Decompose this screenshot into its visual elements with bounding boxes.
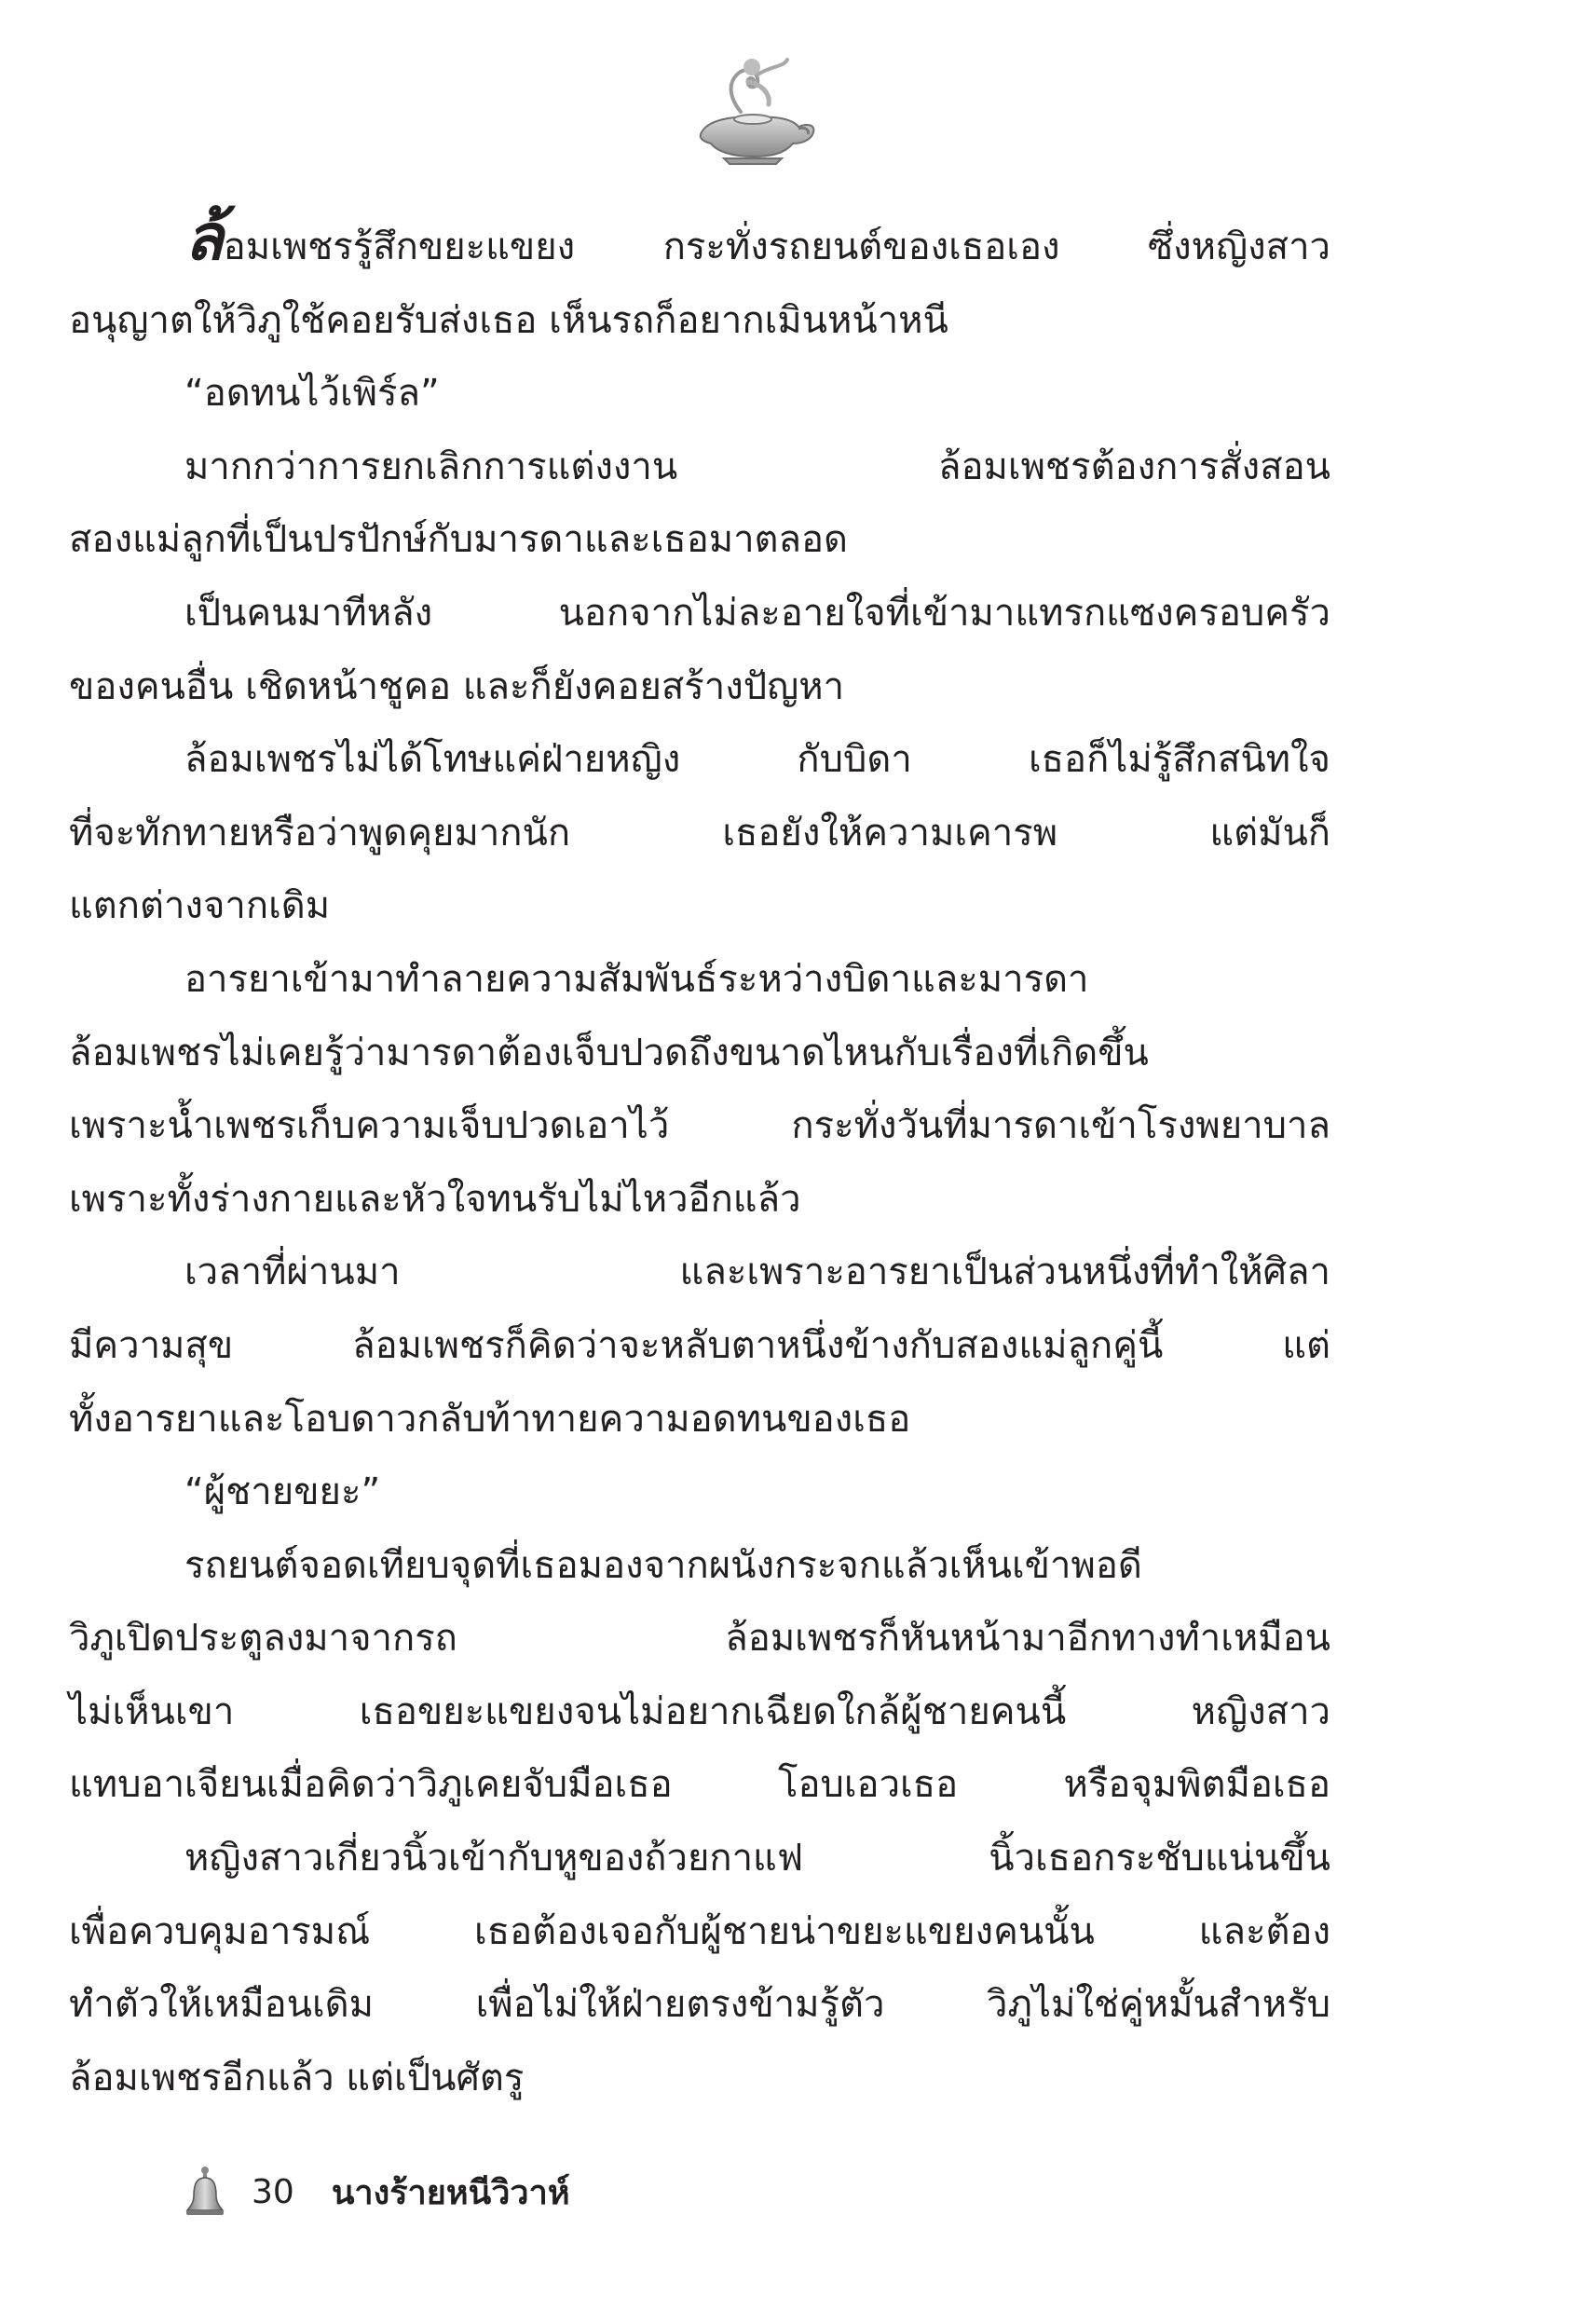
paragraph-line: แทบอาเจียนเมื่อคิดว่าวิภูเคยจับมือเธอ โอบเอวเธอ หรือจุมพิตมือเธอ <box>69 1763 1330 1807</box>
paragraph-line: มากกว่าการยกเลิกการแต่งงาน ล้อมเพชรต้องการสั่งสอน <box>184 444 1330 488</box>
page-number: 30 <box>252 2172 294 2211</box>
book-title: นางร้ายหนีวิวาห์ <box>331 2173 570 2212</box>
paragraph-line: เพื่อควบคุมอารมณ์ เธอต้องเจอกับผู้ชายน่าขยะแขยงคนนั้น และต้อง <box>69 1909 1330 1953</box>
paragraph-line: ที่จะทักทายหรือว่าพูดคุยมากนัก เธอยังให้ความเคารพ แต่มันก็ <box>69 811 1330 855</box>
paragraph-line: วิภูเปิดประตูลงมาจากรถ ล้อมเพชรก็หันหน้ามาอีกทางทำเหมือน <box>69 1617 1330 1661</box>
drop-cap: ล้ <box>184 201 224 275</box>
body-text <box>69 201 1330 2114</box>
paragraph-line: ล้อมเพชรไม่ได้โทษแค่ฝ่ายหญิง กับบิดา เธอก็ไม่รู้สึกสนิทใจ <box>184 738 1330 782</box>
dialogue-line: “ผู้ชายขยะ” <box>184 1470 381 1514</box>
paragraph-line: สองแม่ลูกที่เป็นปรปักษ์กับมารดาและเธอมาตลอด <box>69 518 849 562</box>
paragraph-line: เป็นคนมาทีหลัง นอกจากไม่ละอายใจที่เข้ามาแทรกแซงครอบครัว <box>184 591 1330 635</box>
paragraph-line: ทั้งอารยาและโอบดาวกลับท้าทายความอดทนของเธอ <box>69 1397 911 1441</box>
paragraph-line: ล้อมเพชรอีกแล้ว แต่เป็นศัตรู <box>69 2056 525 2099</box>
paragraph-line: ไม่เห็นเขา เธอขยะแขยงจนไม่อยากเฉียดใกล้ผู้ชายคนนี้ หญิงสาว <box>69 1689 1330 1733</box>
paragraph-line: เพราะน้ำเพชรเก็บความเจ็บปวดเอาไว้ กระทั่งวันที่มารดาเข้าโรงพยาบาล <box>69 1104 1330 1148</box>
paragraph-line: ล้อมเพชรรู้สึกขยะแขยง กระทั่งรถยนต์ของเธอเอง ซึ่งหญิงสาว <box>184 201 1330 275</box>
paragraph-line: ทำตัวให้เหมือนเดิม เพื่อไม่ให้ฝ่ายตรงข้ามรู้ตัว วิภูไม่ใช่คู่หมั้นสำหรับ <box>69 1983 1330 2027</box>
paragraph-line: หญิงสาวเกี่ยวนิ้วเข้ากับหูของถ้วยกาแฟ นิ้วเธอกระชับแน่นขึ้น <box>184 1837 1330 1880</box>
paragraph-line: มีความสุข ล้อมเพชรก็คิดว่าจะหลับตาหนึ่งข้างกับสองแม่ลูกคู่นี้ แต่ <box>69 1323 1330 1367</box>
paragraph-line: รถยนต์จอดเทียบจุดที่เธอมองจากผนังกระจกแล้วเห็นเข้าพอดี <box>184 1543 1142 1587</box>
paragraph-line: ล้อมเพชรไม่เคยรู้ว่ามารดาต้องเจ็บปวดถึงขนาดไหนกับเรื่องที่เกิดขึ้น <box>69 1031 1149 1074</box>
genie-lamp-icon <box>683 47 823 168</box>
paragraph-line: เพราะทั้งร่างกายและหัวใจทนรับไม่ไหวอีกแล้ว <box>69 1177 801 1221</box>
paragraph-line: อนุญาตให้วิภูใช้คอยรับส่งเธอ เห็นรถก็อยากเมินหน้าหนี <box>69 298 948 342</box>
paragraph-line: ของคนอื่น เชิดหน้าชูคอ และก็ยังคอยสร้างปัญหา <box>69 664 845 708</box>
paragraph-line: แตกต่างจากเดิม <box>69 884 331 928</box>
paragraph-line: อารยาเข้ามาทำลายความสัมพันธ์ระหว่างบิดาและมารดา <box>184 957 1089 1001</box>
paragraph-line: เวลาที่ผ่านมา และเพราะอารยาเป็นส่วนหนึ่งที่ทำให้ศิลา <box>184 1251 1330 1294</box>
dialogue-line: “อดทนไว้เพิร์ล” <box>184 372 440 416</box>
page-footer <box>184 2164 570 2220</box>
bell-icon <box>184 2166 225 2218</box>
